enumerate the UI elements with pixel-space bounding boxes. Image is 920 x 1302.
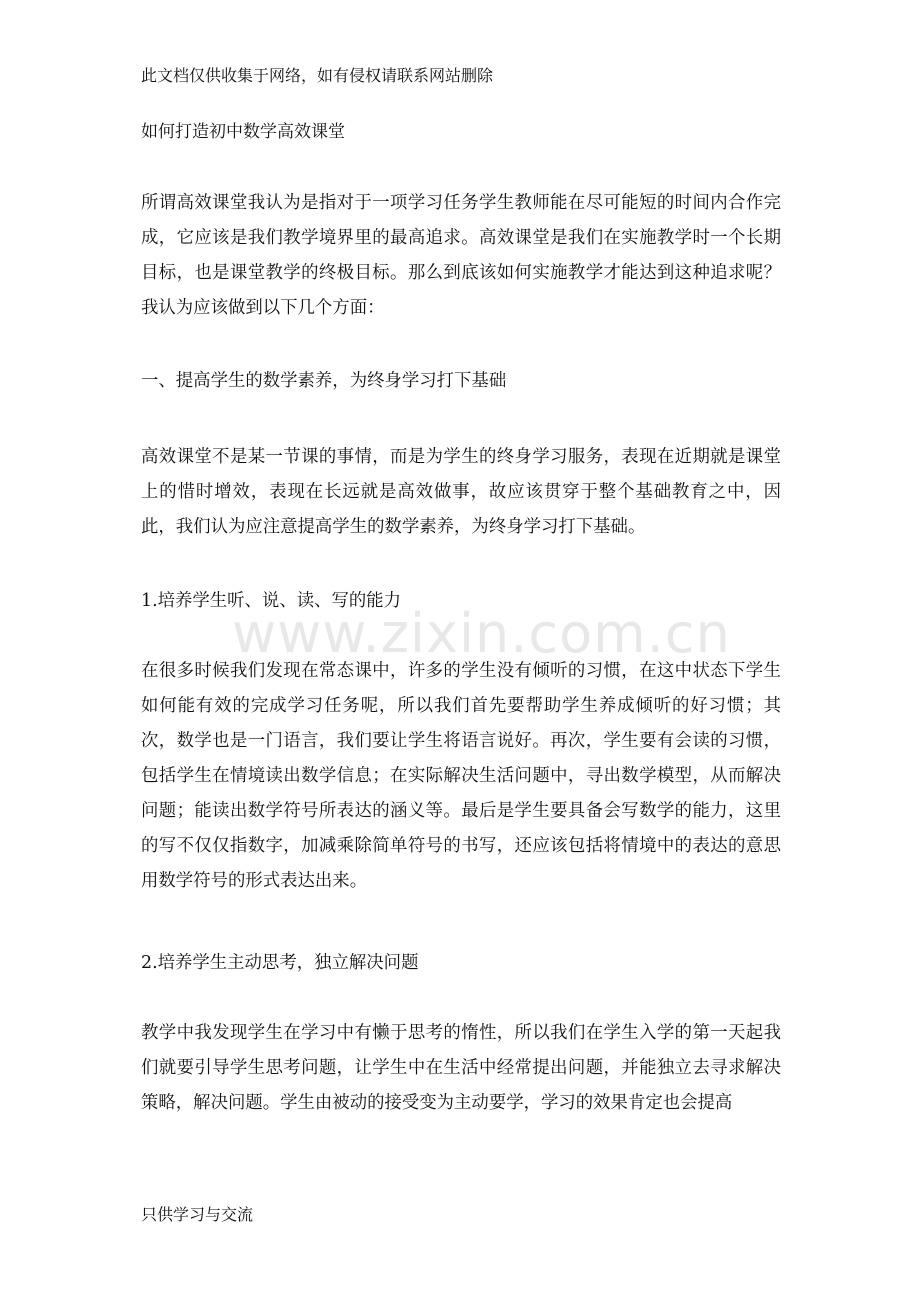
header-disclaimer: 此文档仅供收集于网络，如有侵权请联系网站删除 [141, 66, 494, 85]
footer-disclaimer: 只供学习与交流 [141, 1205, 254, 1224]
subsection1-heading: 1.培养学生听、说、读、写的能力 [141, 591, 402, 611]
intro-paragraph: 所谓高效课堂我认为是指对于一项学习任务学生教师能在尽可能短的时间内合作完成，它应该是我们教学境界里的最高追求。高效课堂是我们在实施教学时一个长期目标，也是课堂教学的终极目标。那么到底该如何实施教学才能达到这种追求呢？我认为应该做到以下几个方面： [141, 193, 781, 318]
subsection1-paragraph: 在很多时候我们发现在常态课中，许多的学生没有倾听的习惯，在这中状态下学生如何能有效的完成学习任务呢，所以我们首先要帮助学生养成倾听的好习惯；其次，数学也是一门语言，我们要让学生将语言说好。再次，学生要有会读的习惯，包括学生在情境读出数学信息；在实际解决生活问题中，寻出数学模型，从而解决问题；能读出数学符号所表达的涵义等。最后是学生要具备会写数学的能力，这里的写不仅仅指数字，加减乘除简单符号的书写，还应该包括将情境中的表达的意思用数学符号的形式表达出来。 [141, 661, 781, 891]
subsection2-heading: 2.培养学生主动思考，独立解决问题 [141, 953, 419, 973]
watermark: www.zixin.com.cn [232, 602, 731, 665]
section1-heading: 一、提高学生的数学素养，为终身学习打下基础 [141, 371, 507, 391]
document-title: 如何打造初中数学高效课堂 [141, 122, 345, 142]
section1-paragraph: 高效课堂不是某一节课的事情，而是为学生的终身学习服务，表现在近期就是课堂上的惜时增效，表现在长远就是高效做事，故应该贯穿于整个基础教育之中，因此，我们认为应注意提高学生的数学素养，为终身学习打下基础。 [141, 447, 781, 537]
subsection2-paragraph: 教学中我发现学生在学习中有懒于思考的惰性，所以我们在学生入学的第一天起我们就要引导学生思考问题，让学生中在生活中经常提出问题，并能独立去寻求解决策略，解决问题。学生由被动的接受变为主动要学，学习的效果肯定也会提高 [141, 1023, 781, 1113]
